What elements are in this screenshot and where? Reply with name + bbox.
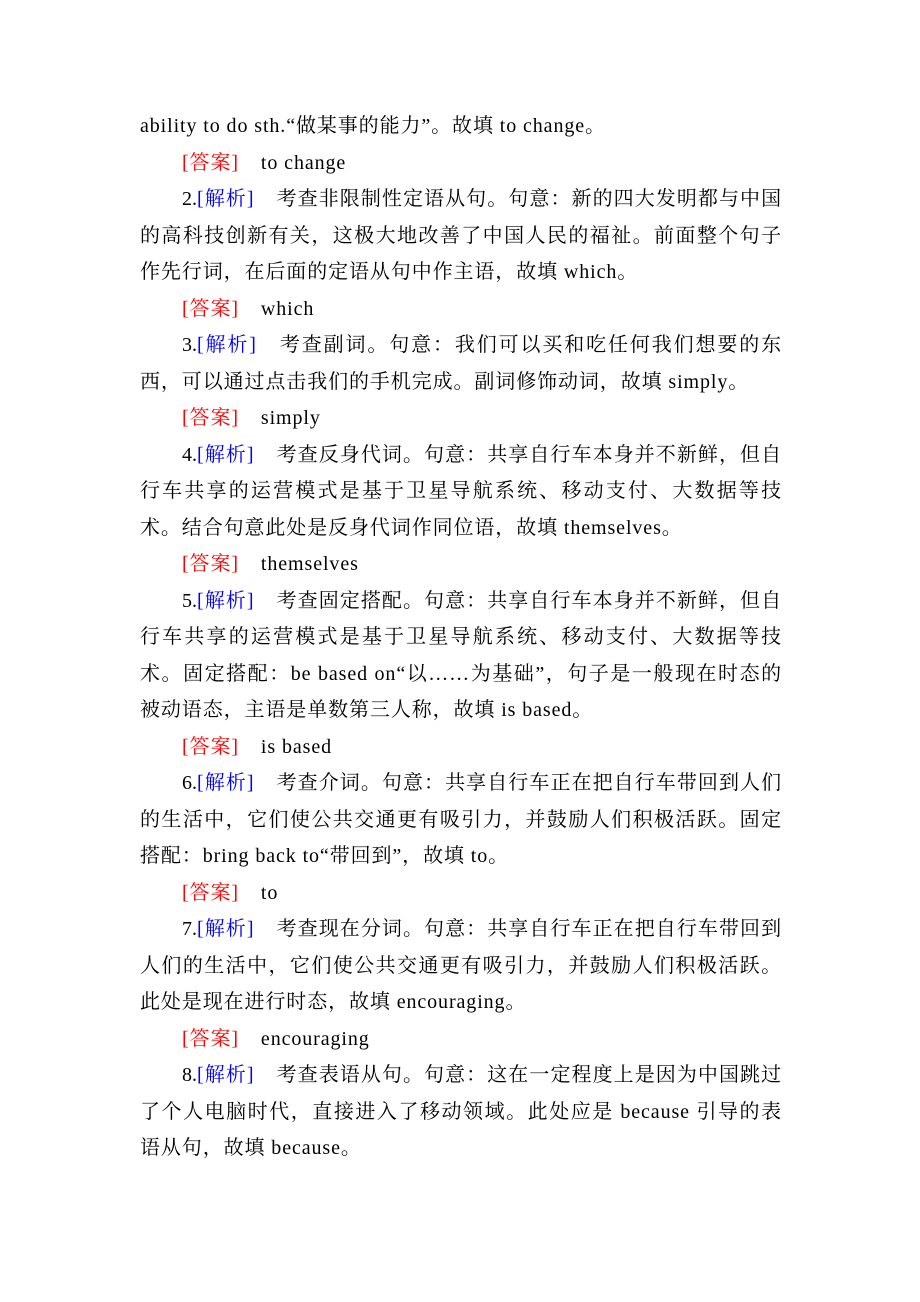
answer-label: [答案] — [182, 735, 239, 758]
answer-line-2 — [140, 291, 782, 328]
analysis-paragraph-5 — [140, 583, 782, 729]
item-number: 7. — [182, 918, 197, 940]
answer-label: [答案] — [182, 151, 239, 174]
answer-line-1 — [140, 145, 782, 182]
analysis-text: 考查固定搭配。句意：共享自行车本身并不新鲜，但自行车共享的运营模式是基于卫星导航系统、移动支付、大数据等技术。固定搭配：be based on“以……为基础”，句子是一般现在时态的被动语态，主语是单数第三人称，故填 is based。 — [140, 589, 782, 721]
answer-value: to — [260, 881, 279, 904]
answer-line-6 — [140, 875, 782, 912]
analysis-text: 考查现在分词。句意：共享自行车正在把自行车带回到人们的生活中，它们使公共交通更有吸引力，并鼓励人们积极活跃。此处是现在进行时态，故填 encouraging。 — [140, 918, 782, 1013]
answer-label: [答案] — [182, 1027, 239, 1050]
analysis-text: 考查介词。句意：共享自行车正在把自行车带回到人们的生活中，它们使公共交通更有吸引力，并鼓励人们积极活跃。固定搭配：bring back to“带回到”，故填 to。 — [140, 772, 782, 867]
analysis-text: 考查非限制性定语从句。句意：新的四大发明都与中国的高科技创新有关，这极大地改善了中国人民的福祉。前面整个句子作先行词，在后面的定语从句中作主语，故填 which。 — [140, 188, 782, 283]
analysis-paragraph-4 — [140, 437, 782, 547]
item-number: 8. — [182, 1064, 197, 1086]
answer-value: is based — [260, 735, 332, 758]
analysis-text: 考查反身代词。句意：共享自行车本身并不新鲜，但自行车共享的运营模式是基于卫星导航系统、移动支付、大数据等技术。结合句意此处是反身代词作同位语，故填 themselves。 — [140, 443, 782, 539]
answer-value: simply — [260, 407, 321, 429]
analysis-paragraph-8 — [140, 1057, 782, 1167]
item-number: 2. — [182, 188, 197, 210]
answer-value: encouraging — [260, 1027, 370, 1050]
analysis-paragraph-2 — [140, 181, 782, 291]
answer-label: [答案] — [182, 297, 239, 320]
analysis-label: [解析] — [197, 1064, 255, 1086]
answer-line-4 — [140, 546, 782, 583]
analysis-label: [解析] — [197, 334, 257, 356]
analysis-label: [解析] — [197, 918, 255, 940]
item-number: 6. — [182, 772, 197, 794]
answer-label: [答案] — [182, 553, 239, 575]
item-number: 3. — [182, 334, 197, 356]
answer-line-3 — [140, 400, 782, 437]
analysis-text: 考查表语从句。句意：这在一定程度上是因为中国跳过了个人电脑时代，直接进入了移动领域。此处应是 because 引导的表语从句，故填 because。 — [140, 1064, 782, 1159]
continuation-text: ability to do sth.“做某事的能力”。故填 to change。 — [140, 115, 606, 137]
item-number: 5. — [182, 589, 197, 612]
analysis-label: [解析] — [197, 589, 255, 612]
item-number: 4. — [182, 443, 197, 466]
analysis-paragraph-7 — [140, 911, 782, 1021]
answer-label: [答案] — [182, 881, 239, 904]
analysis-label: [解析] — [197, 772, 255, 794]
analysis-paragraph-6 — [140, 765, 782, 875]
answer-label: [答案] — [182, 407, 239, 429]
answer-value: to change — [260, 151, 347, 174]
answer-value: which — [260, 297, 315, 320]
analysis-label: [解析] — [197, 443, 255, 466]
answer-value: themselves — [260, 553, 359, 575]
answer-line-5 — [140, 729, 782, 766]
answer-key-document — [140, 108, 782, 1167]
continuation-paragraph — [140, 108, 782, 145]
answer-line-7 — [140, 1021, 782, 1058]
analysis-text: 考查副词。句意：我们可以买和吃任何我们想要的东西，可以通过点击我们的手机完成。副词修饰动词，故填 simply。 — [140, 334, 783, 393]
analysis-paragraph-3 — [140, 327, 782, 400]
analysis-label: [解析] — [197, 188, 255, 210]
